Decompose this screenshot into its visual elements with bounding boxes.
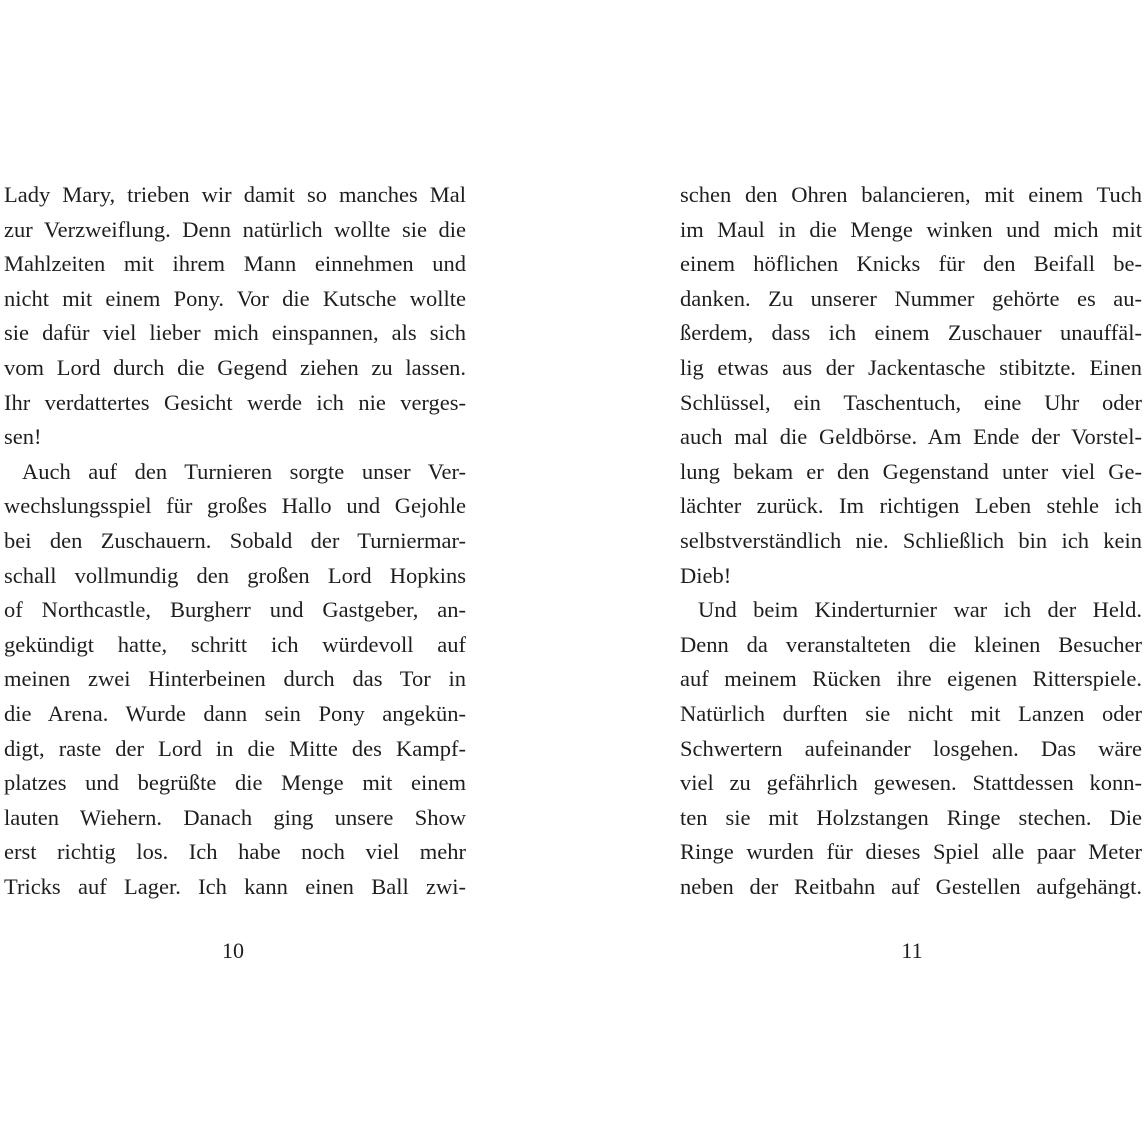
text-line: im Maul in die Menge winken und mich mit bbox=[680, 216, 1142, 242]
text-line: digt, raste der Lord in die Mitte des Kampf- bbox=[4, 735, 466, 761]
text-line: Schlüssel, ein Taschentuch, eine Uhr oder bbox=[680, 389, 1142, 415]
text-line: erst richtig los. Ich habe noch viel mehr bbox=[4, 839, 466, 865]
text-line: Lady Mary, trieben wir damit so manches Mal bbox=[4, 182, 466, 207]
text-line: platzes und begrüßte die Menge mit einem bbox=[4, 770, 466, 796]
left-page-text bbox=[4, 178, 466, 904]
text-line: zur Verzweiflung. Denn natürlich wollte sie die bbox=[4, 216, 466, 242]
text-line: bei den Zuschauern. Sobald der Turniermar- bbox=[4, 527, 466, 553]
text-line: gekündigt hatte, schritt ich würdevoll auf bbox=[4, 631, 466, 657]
text-line: ßerdem, dass ich einem Zuschauer unauffäl- bbox=[680, 320, 1142, 346]
text-line: Tricks auf Lager. Ich kann einen Ball zwi- bbox=[4, 873, 466, 899]
text-line: lauten Wiehern. Danach ging unsere Show bbox=[4, 804, 466, 830]
text-line: Natürlich durften sie nicht mit Lanzen oder bbox=[680, 700, 1142, 726]
text-line: ten sie mit Holzstangen Ringe stechen. Die bbox=[680, 804, 1142, 830]
text-line: einem höflichen Knicks für den Beifall be- bbox=[680, 251, 1142, 277]
right-page-text bbox=[680, 178, 1142, 904]
text-line: schen den Ohren balancieren, mit einem Tuch bbox=[680, 182, 1142, 207]
text-line: Mahlzeiten mit ihrem Mann einnehmen und bbox=[4, 251, 466, 277]
text-line: Und beim Kinderturnier war ich der Held. bbox=[698, 597, 1142, 623]
text-line: viel zu gefährlich gewesen. Stattdessen konn- bbox=[680, 770, 1142, 796]
text-line: lig etwas aus der Jackentasche stibitzte. Einen bbox=[680, 354, 1142, 380]
text-line: Ringe wurden für dieses Spiel alle paar Meter bbox=[680, 839, 1142, 865]
text-line: wechslungsspiel für großes Hallo und Gejohle bbox=[4, 493, 466, 519]
left-page-number: 10 bbox=[222, 938, 244, 963]
text-line: sen! bbox=[4, 424, 42, 450]
text-line: Schwertern aufeinander losgehen. Das wäre bbox=[680, 735, 1142, 761]
text-line: vom Lord durch die Gegend ziehen zu lassen. bbox=[4, 354, 466, 380]
text-line: nicht mit einem Pony. Vor die Kutsche wollte bbox=[4, 285, 466, 311]
text-line: Dieb! bbox=[680, 562, 732, 588]
text-line: Denn da veranstalteten die kleinen Besucher bbox=[680, 631, 1142, 657]
text-line: Auch auf den Turnieren sorgte unser Ver- bbox=[22, 458, 466, 484]
text-line: sie dafür viel lieber mich einspannen, als sich bbox=[4, 320, 466, 346]
text-line: Ihr verdattertes Gesicht werde ich nie verges- bbox=[4, 389, 466, 415]
text-line: meinen zwei Hinterbeinen durch das Tor in bbox=[4, 666, 466, 692]
text-line: lächter zurück. Im richtigen Leben stehle ich bbox=[680, 493, 1142, 519]
text-line: of Northcastle, Burgherr und Gastgeber, an- bbox=[4, 597, 466, 623]
right-page-number: 11 bbox=[901, 938, 923, 963]
text-line: auf meinem Rücken ihre eigenen Ritterspiele. bbox=[680, 666, 1142, 692]
text-line: selbstverständlich nie. Schließlich bin ich kein bbox=[680, 527, 1142, 553]
text-line: danken. Zu unserer Nummer gehörte es au- bbox=[680, 285, 1142, 311]
text-line: lung bekam er den Gegenstand unter viel Ge- bbox=[680, 458, 1142, 484]
text-line: die Arena. Wurde dann sein Pony angekün- bbox=[4, 700, 466, 726]
text-line: auch mal die Geldbörse. Am Ende der Vorstel- bbox=[680, 424, 1142, 450]
text-line: neben der Reitbahn auf Gestellen aufgehängt. bbox=[680, 873, 1142, 899]
text-line: schall vollmundig den großen Lord Hopkins bbox=[4, 562, 466, 588]
